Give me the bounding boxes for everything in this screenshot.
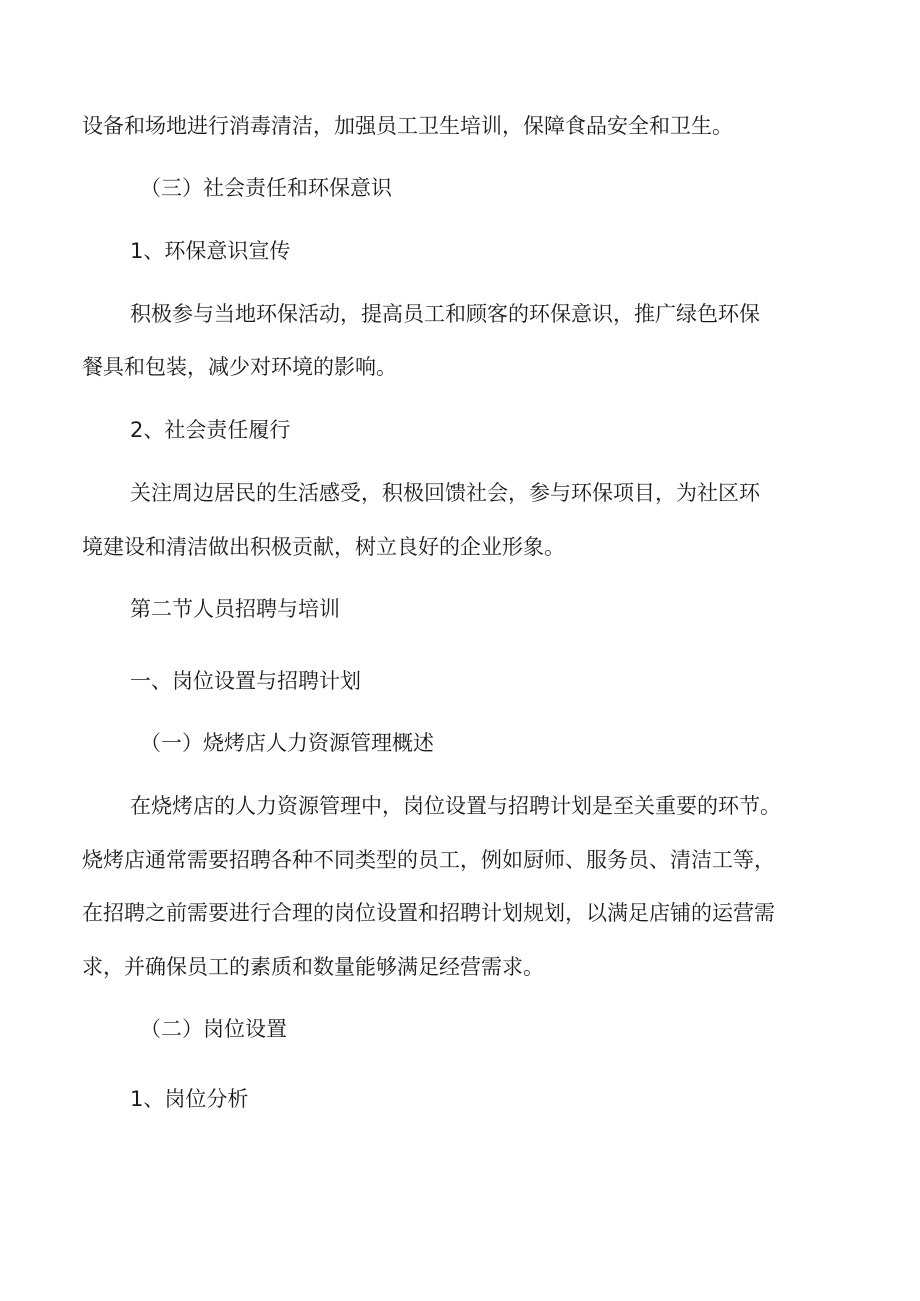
paragraph-text-line: 关注周边居民的生活感受，积极回馈社会，参与环保项目，为社区环 — [130, 481, 760, 505]
paragraph-text-line: 烧烤店通常需要招聘各种不同类型的员工，例如厨师、服务员、清洁工等， — [82, 848, 775, 872]
chapter-heading: 第二节人员招聘与培训 — [130, 597, 340, 621]
subsection-heading: 1、岗位分析 — [130, 1087, 249, 1111]
paragraph-text-line: 境建设和清洁做出积极贡献，树立良好的企业形象。 — [82, 535, 565, 559]
subsection-heading: 1、环保意识宣传 — [130, 239, 291, 263]
paragraph-text-line: 求，并确保员工的素质和数量能够满足经营需求。 — [82, 955, 544, 979]
subsection-heading: 2、社会责任履行 — [130, 418, 291, 442]
section-heading: 一、岗位设置与招聘计划 — [130, 669, 361, 693]
section-heading: （三）社会责任和环保意识 — [140, 176, 392, 200]
paragraph-text-line: 在招聘之前需要进行合理的岗位设置和招聘计划规划，以满足店铺的运营需 — [82, 901, 775, 925]
paragraph-text-line: 积极参与当地环保活动，提高员工和顾客的环保意识，推广绿色环保 — [130, 302, 760, 326]
section-heading: （一）烧烤店人力资源管理概述 — [140, 731, 434, 755]
paragraph-text-line: 设备和场地进行消毒清洁，加强员工卫生培训，保障食品安全和卫生。 — [82, 114, 733, 138]
paragraph-text-line: 餐具和包装，减少对环境的影响。 — [82, 355, 397, 379]
section-heading: （二）岗位设置 — [140, 1017, 287, 1041]
paragraph-text-line: 在烧烤店的人力资源管理中，岗位设置与招聘计划是至关重要的环节。 — [130, 794, 781, 818]
